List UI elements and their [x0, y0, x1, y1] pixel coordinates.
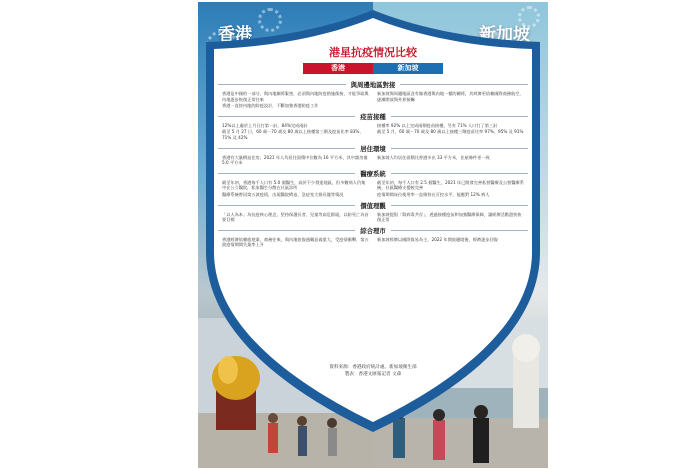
section-heading: 與周邊地區對接 [350, 81, 396, 89]
singapore-column [373, 122, 528, 143]
tab-singapore: 新加坡 [373, 63, 443, 74]
section-heading: 疫苗接種 [360, 112, 386, 121]
section-heading: 綜合理市 [360, 226, 386, 235]
hong-kong-column [218, 211, 373, 225]
section-neighbor-connection [218, 79, 528, 111]
page-title: 港星抗疫情况比较 [329, 46, 417, 59]
text-item: 截至 5 月，60 歲－70 歲及 80 歲以上接種三劑疫苗比率 97%、95% 及 91% [377, 129, 524, 135]
section-medical-system [218, 168, 528, 200]
text-item: 醫療系統曾因第五波疫情，出現醫院擠迫、急症室大排長龍等情況 [222, 191, 344, 197]
region-tabs [303, 63, 443, 74]
text-item: 新加坡人均居住面積比香港多出 33 平方米，住屋條件更一致 [377, 154, 490, 160]
source-line: 資料來源：香港政府統計處、新加坡衛生部 [329, 365, 417, 370]
tab-hong-kong: 香港 [303, 63, 373, 74]
singapore-column [373, 211, 528, 225]
singapore-column [373, 154, 528, 168]
text-item: 香港有大量擠迫住房，2021 年人均居住面積中位數為 16 平方米，其中劏房僅 5.0 平方米 [222, 154, 368, 166]
text-item: 新加坡經濟以國際貿易為主，2022 年開放邊境後，經濟逐步回復 [377, 236, 498, 242]
hong-kong-column [218, 154, 373, 168]
section-values [218, 200, 528, 225]
singapore-column [373, 236, 528, 250]
text-item: 截至 5 月 27 日，60 歲－70 歲及 80 歲以上接種第三劑及疫苗比率 83%、71% 及 42% [222, 129, 364, 140]
text-item: 香港經濟依賴旅遊業、商務往來，與內地恢復通關意義重大，受疫情衝擊，第五波疫情期間失業率上升 [222, 236, 369, 248]
text-item: 12%以上處於上月日打第一針，84%完成兩針 [222, 122, 308, 128]
text-item: 接種率 92% 以上完成兩劑疫苗接種，另有 71% 人口打了第三針 [377, 122, 498, 128]
credit-line: 製表：香港文匯報記者 文森 [344, 372, 402, 377]
text-item: 截至年初，每千人口有 2.5 個醫生，2021 年已開發完善私營醫療及公營醫療系統，社區醫療支援較完善 [377, 179, 524, 191]
hong-kong-label: 香港 [218, 25, 252, 45]
hong-kong-column [218, 236, 373, 250]
text-item: 截至年初，香港每千人口有 5.0 個醫生，高於不少發達地區，但多數病人仍集中在公立醫院，私家醫生分散在社區診所 [222, 179, 366, 191]
section-heading: 醫療系統 [360, 169, 386, 178]
singapore-label: 新加坡 [479, 25, 530, 45]
text-item: 新加坡提倡「與病毒共存」，透過接種疫苗和加強醫療保障，讓經濟活動盡快恢復正常 [377, 211, 522, 223]
text-item: 新加坡與周邊地區沒有像香港與內地一樣的關係，其經濟更依賴國際商務航空，逐漸開放與外界接觸 [377, 91, 524, 102]
section-economy [218, 225, 528, 250]
hong-kong-column [218, 122, 373, 143]
infographic-page [198, 2, 548, 468]
text-item: 香港一直按內地的防疫設計，不斷加強香港防疫工作 [222, 103, 319, 109]
section-vaccination [218, 111, 528, 143]
source-credit [198, 364, 548, 378]
text-item: 香港是中國的一部分，與內地關係緊密，必須與內地防疫措施銜接，才能爭取與內地逐步恢復正常往來 [222, 91, 369, 102]
section-heading: 價值理觀 [360, 201, 386, 210]
text-item: 疫情期間床位使用率一直維持在可控水平，能應對 12% 病人 [377, 191, 490, 197]
text-item: 「以人為本」為抗疫核心理念，堅持保護長者、兒童等高危群組，以防死亡為首要目標 [222, 211, 369, 223]
singapore-column [373, 179, 528, 200]
hong-kong-column [218, 179, 373, 200]
hong-kong-column [218, 90, 373, 111]
section-heading: 居住環境 [360, 144, 386, 153]
singapore-column [373, 90, 528, 111]
section-living-environment [218, 143, 528, 168]
comparison-content [218, 79, 528, 250]
